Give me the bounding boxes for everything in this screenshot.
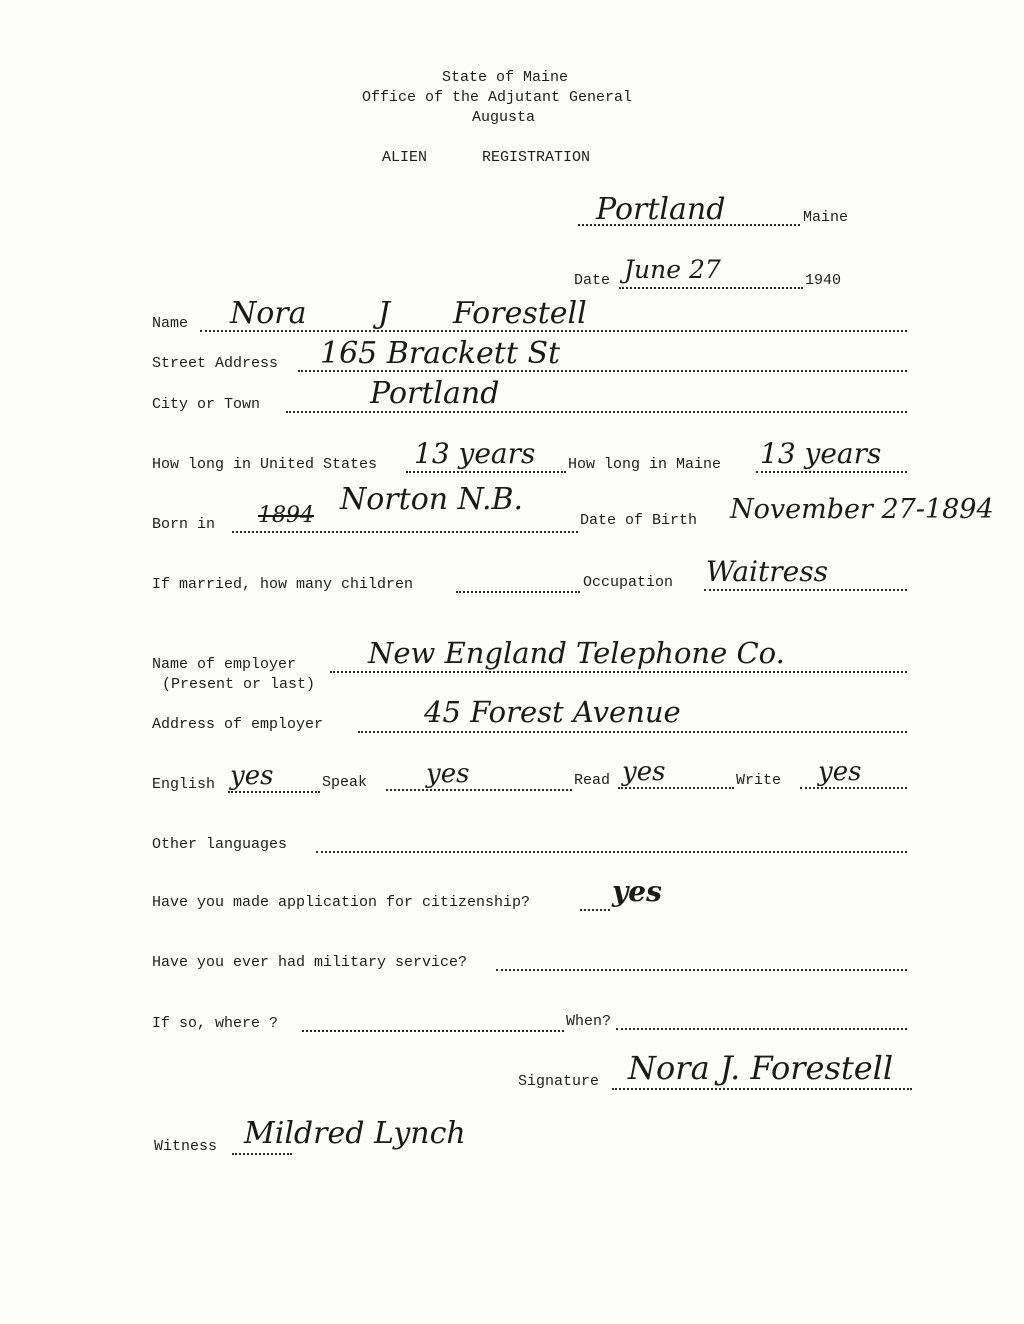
- english-value: yes: [230, 761, 274, 791]
- location-value: Portland: [596, 192, 726, 227]
- name-label: Name: [152, 315, 189, 332]
- date-year: 1940: [805, 272, 842, 289]
- maine-label: How long in Maine: [568, 456, 722, 473]
- citizenship-value: yes: [612, 875, 662, 908]
- city-label: City or Town: [152, 396, 261, 413]
- street-value: 165 Brackett St: [320, 336, 561, 371]
- occupation-dots: [704, 589, 907, 591]
- signature-label: Signature: [518, 1073, 600, 1090]
- witness-dots: [232, 1153, 292, 1155]
- occupation-value: Waitress: [706, 555, 828, 588]
- employer-label: Name of employer: [152, 656, 297, 673]
- employer-address-label: Address of employer: [152, 716, 324, 733]
- speak-value: yes: [426, 759, 470, 789]
- maine-value: 13 years: [760, 437, 882, 470]
- read-label: Read: [574, 772, 611, 789]
- header-office: Office of the Adjutant General: [362, 89, 633, 106]
- date-value: June 27: [624, 255, 721, 284]
- citizenship-label: Have you made application for citizenship?: [152, 894, 531, 911]
- speak-label: Speak: [322, 774, 368, 791]
- if-so-label: If so, where ?: [152, 1015, 279, 1032]
- us-dots: [406, 471, 566, 473]
- date-label: Date: [574, 272, 611, 289]
- dob-label: Date of Birth: [580, 512, 698, 529]
- location-suffix: Maine: [803, 209, 849, 226]
- form-title-alien: ALIEN: [382, 149, 428, 166]
- write-label: Write: [736, 772, 782, 789]
- write-value: yes: [818, 757, 862, 787]
- city-dots: [286, 411, 907, 413]
- english-label: English: [152, 776, 216, 793]
- form-title-registration: REGISTRATION: [482, 149, 591, 166]
- maine-dots: [756, 471, 907, 473]
- born-value: Norton N.B.: [340, 482, 524, 517]
- born-struck-value: 1894: [258, 503, 314, 528]
- if-so-dots: [302, 1030, 564, 1032]
- military-label: Have you ever had military service?: [152, 954, 468, 971]
- when-label: When?: [566, 1013, 612, 1030]
- name-last: Forestell: [453, 296, 587, 331]
- military-dots: [496, 969, 907, 971]
- english-dots: [228, 791, 320, 793]
- name-middle: J: [378, 296, 391, 331]
- witness-label: Witness: [154, 1138, 218, 1155]
- employer-address-value: 45 Forest Avenue: [424, 695, 681, 729]
- children-dots: [456, 591, 580, 593]
- other-languages-dots: [316, 851, 907, 853]
- citizenship-dots: [580, 909, 610, 911]
- when-dots: [616, 1028, 907, 1030]
- signature-dots: [612, 1088, 912, 1090]
- occupation-label: Occupation: [583, 574, 674, 591]
- signature-value: Nora J. Forestell: [628, 1049, 894, 1087]
- speak-dots: [386, 789, 572, 791]
- name-first: Nora: [230, 296, 307, 331]
- employer-dots: [330, 671, 907, 673]
- us-label: How long in United States: [152, 456, 378, 473]
- read-value: yes: [622, 757, 666, 787]
- employer-sublabel: (Present or last): [162, 676, 316, 693]
- date-dots: [619, 287, 803, 289]
- witness-signature: Mildred Lynch: [244, 1116, 466, 1151]
- us-value: 13 years: [414, 437, 536, 470]
- born-label: Born in: [152, 516, 216, 533]
- header-city: Augusta: [472, 109, 536, 126]
- employer-address-dots: [358, 731, 907, 733]
- city-value: Portland: [370, 376, 500, 411]
- dob-value: November 27-1894: [730, 494, 994, 525]
- employer-value: New England Telephone Co.: [368, 636, 785, 670]
- street-label: Street Address: [152, 355, 279, 372]
- children-label: If married, how many children: [152, 576, 414, 593]
- header-state: State of Maine: [442, 69, 569, 86]
- other-languages-label: Other languages: [152, 836, 288, 853]
